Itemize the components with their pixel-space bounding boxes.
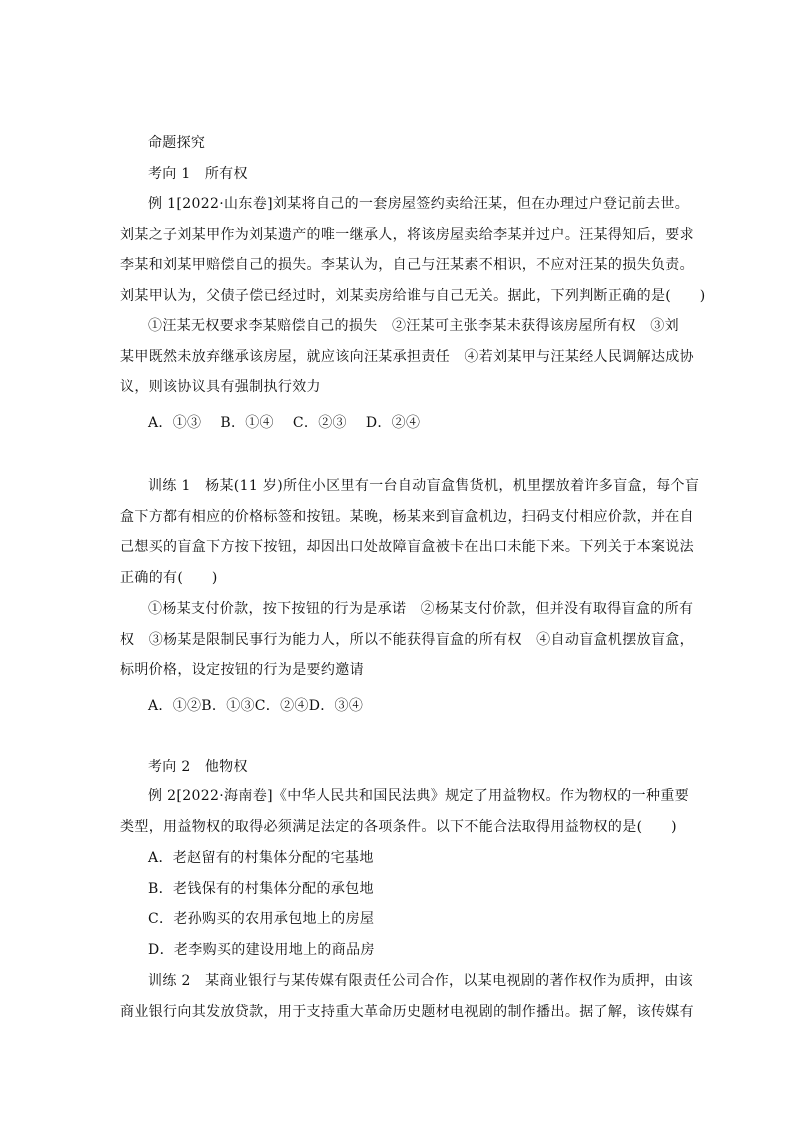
example1-statements (120, 311, 694, 403)
topic2-heading: 考向 2 他物权 (148, 759, 248, 775)
example1-question (120, 189, 706, 311)
training1-line: 盒下方都有相应的价格标签和按钮。某晚，杨某来到盲盒机边，扫码支付相应价款，并在自 (120, 508, 694, 525)
example2-line: 例 2[2022·海南卷]《中华人民共和国民法典》规定了用益物权。作为物权的一种重要 (148, 788, 690, 804)
example1-statement-line: 某甲既然未放弃继承该房屋，就应该向汪某承担责任 ④若刘某甲与汪某经人民调解达成协 (120, 348, 694, 365)
example1-options: A．①③ B．①④ C．②③ D．②④ (148, 415, 421, 431)
example2-options (148, 843, 375, 965)
training2-question (120, 966, 694, 1027)
example2-option: B．老钱保有的村集体分配的承包地 (148, 880, 374, 897)
section-title: 命题探究 (148, 135, 206, 151)
example1-line: 例 1[2022·山东卷]刘某将自己的一套房屋签约卖给汪某，但在办理过户登记前去世。 (148, 196, 690, 212)
training2-line: 商业银行向其发放贷款，用于支持重大革命历史题材电视剧的制作播出。据了解，该传媒有 (120, 1003, 694, 1020)
training1-line: 己想买的盲盒下方按下按钮，却因出口处故障盲盒被卡在出口未能下来。下列关于本案说法 (120, 539, 694, 555)
example1-line: 李某和刘某甲赔偿自己的损失。李某认为，自己与汪某素不相识，不应对汪某的损失负责。 (120, 257, 694, 273)
training1-line: 正确的有( ) (120, 569, 218, 586)
training1-options: A．①②B．①③C．②④D．③④ (148, 698, 364, 714)
example1-line: 刘某甲认为，父债子偿已经过时，刘某卖房给谁与自己无关。据此，下列判断正确的是( ) (120, 287, 706, 304)
example1-line: 刘某之子刘某甲作为刘某遗产的唯一继承人，将该房屋卖给李某并过户。汪某得知后，要求 (120, 226, 694, 243)
example2-line: 类型，用益物权的取得必须满足法定的各项条件。以下不能合法取得用益物权的是( ) (120, 818, 677, 835)
training1-statement-line: ①杨某支付价款，按下按钮的行为是承诺 ②杨某支付价款，但并没有取得盲盒的所有 (148, 601, 694, 617)
example1-statement-line: 议，则该协议具有强制执行效力 (120, 379, 321, 395)
training1-statements (120, 594, 694, 686)
example2-question (120, 781, 689, 842)
example2-option: C．老孙购买的农用承包地上的房屋 (148, 911, 375, 927)
example1-statement-line: ①汪某无权要求李某赔偿自己的损失 ②汪某可主张李某未获得该房屋所有权 ③刘 (148, 318, 679, 334)
training1-question (120, 471, 699, 593)
training2-line: 训练 2 某商业银行与某传媒有限责任公司合作，以某电视剧的著作权作为质押，由该 (148, 973, 694, 989)
training1-line: 训练 1 杨某(11 岁)所住小区里有一台自动盲盒售货机，机里摆放着许多盲盒，每个盲 (148, 478, 700, 494)
example2-option: D．老李购买的建设用地上的商品房 (148, 941, 375, 958)
training1-statement-line: 权 ③杨某是限制民事行为能力人，所以不能获得盲盒的所有权 ④自动盲盒机摆放盲盒， (120, 631, 694, 648)
training1-statement-line: 标明价格，设定按钮的行为是要约邀请 (120, 662, 364, 678)
topic1-heading: 考向 1 所有权 (148, 166, 248, 182)
example2-option: A．老赵留有的村集体分配的宅基地 (148, 850, 374, 866)
